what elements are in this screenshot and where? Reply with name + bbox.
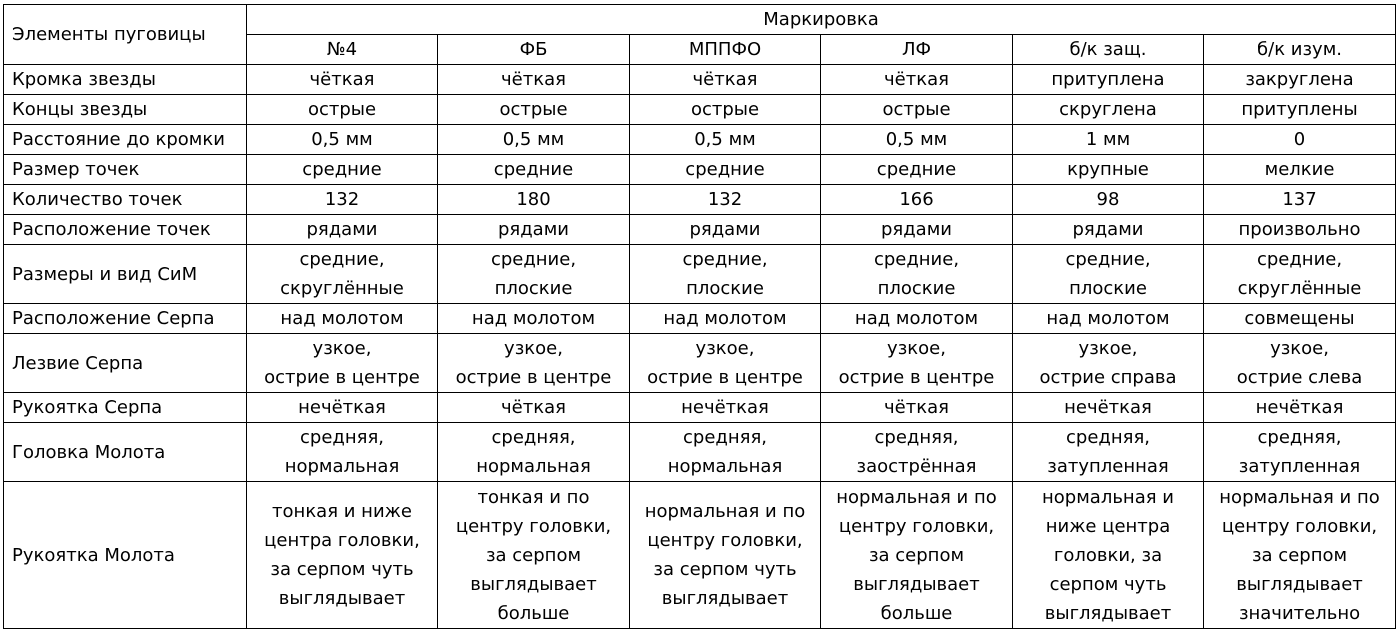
cell-line: выглядывает <box>470 573 597 595</box>
table-cell <box>247 245 438 304</box>
table-row <box>4 245 1396 304</box>
table-row <box>4 65 1396 95</box>
row-label: Головка Молота <box>4 423 247 482</box>
table-cell <box>630 423 821 482</box>
table-cell: 180 <box>438 185 630 215</box>
column-header: ЛФ <box>821 35 1013 65</box>
table-cell <box>630 245 821 304</box>
table-cell: острые <box>630 95 821 125</box>
row-label: Размер точек <box>4 155 247 185</box>
cell-line: острие в центре <box>838 367 995 388</box>
table-cell <box>1013 423 1204 482</box>
table-cell: средние <box>821 155 1013 185</box>
table-row <box>4 185 1396 215</box>
table-cell <box>438 334 630 393</box>
table-cell <box>821 245 1013 304</box>
cell-line: скруглённые <box>280 278 404 299</box>
cell-line: выглядывает <box>1236 573 1363 595</box>
table-cell: совмещены <box>1204 304 1396 334</box>
table-cell: рядами <box>247 215 438 245</box>
table-cell <box>1204 334 1396 393</box>
table-cell: рядами <box>821 215 1013 245</box>
table-cell <box>438 482 630 629</box>
table-cell: 0,5 мм <box>438 125 630 155</box>
table-cell: чёткая <box>438 393 630 423</box>
cell-line: центру головки, <box>647 530 803 551</box>
table-cell: 0 <box>1204 125 1396 155</box>
table-cell: 166 <box>821 185 1013 215</box>
cell-line: узкое, <box>887 338 946 359</box>
table-cell <box>247 334 438 393</box>
cell-line: нормальная и по <box>836 486 997 508</box>
table-cell: над молотом <box>1013 304 1204 334</box>
table-body <box>4 65 1396 629</box>
cell-line: центра головки, <box>264 530 420 551</box>
column-header: МППФО <box>630 35 821 65</box>
cell-line: центру головки, <box>838 515 995 537</box>
table-cell <box>438 245 630 304</box>
cell-line: за серпом чуть <box>653 559 797 580</box>
row-label: Расстояние до кромки <box>4 125 247 155</box>
table-row <box>4 125 1396 155</box>
table-cell <box>1204 482 1396 629</box>
table-cell: чёткая <box>438 65 630 95</box>
table-cell: закруглена <box>1204 65 1396 95</box>
table-cell: чёткая <box>247 65 438 95</box>
table-cell: над молотом <box>247 304 438 334</box>
table-row <box>4 334 1396 393</box>
table-cell <box>1204 423 1396 482</box>
cell-line: за серпом <box>1251 544 1348 566</box>
column-header: б/к изум. <box>1204 35 1396 65</box>
table-cell: чёткая <box>821 393 1013 423</box>
table-row <box>4 215 1396 245</box>
row-label: Рукоятка Серпа <box>4 393 247 423</box>
cell-line: выглядывает <box>1044 602 1172 624</box>
cell-line: острие справа <box>1039 367 1177 388</box>
table-cell: средние <box>438 155 630 185</box>
cell-line: узкое, <box>1270 338 1329 359</box>
table-cell: над молотом <box>438 304 630 334</box>
cell-line: узкое, <box>695 338 755 359</box>
cell-line: центру головки, <box>1221 515 1378 537</box>
table-cell: нечёткая <box>1013 393 1204 423</box>
table-cell: крупные <box>1013 155 1204 185</box>
cell-line: ниже центра <box>1045 515 1171 537</box>
cell-line: нормальная <box>284 456 400 477</box>
table-cell: острые <box>821 95 1013 125</box>
table-row <box>4 393 1396 423</box>
table-cell <box>1013 482 1204 629</box>
table-cell: нечёткая <box>247 393 438 423</box>
cell-line: средняя, <box>683 427 767 448</box>
cell-line: средняя, <box>491 427 576 448</box>
table-cell: 0,5 мм <box>630 125 821 155</box>
table-cell <box>630 334 821 393</box>
cell-line: выглядывает <box>853 573 980 595</box>
table-cell: 137 <box>1204 185 1396 215</box>
row-label: Лезвие Серпа <box>4 334 247 393</box>
table-row <box>4 95 1396 125</box>
cell-line: за серпом чуть <box>270 559 414 580</box>
row-label: Расположение Серпа <box>4 304 247 334</box>
cell-line: средняя, <box>300 427 384 448</box>
cell-line: нормальная <box>476 456 591 477</box>
cell-line: значительно <box>1238 602 1361 624</box>
table-cell <box>438 423 630 482</box>
table-cell <box>247 482 438 629</box>
cell-line: острие в центре <box>647 367 803 388</box>
table-cell: нечёткая <box>1204 393 1396 423</box>
row-label: Расположение точек <box>4 215 247 245</box>
table-cell: 98 <box>1013 185 1204 215</box>
table-cell: нечёткая <box>630 393 821 423</box>
cell-line: больше <box>880 602 953 624</box>
table-cell: острые <box>438 95 630 125</box>
cell-line: плоские <box>1069 278 1147 299</box>
row-label: Размеры и вид СиМ <box>4 245 247 304</box>
row-label: Концы звезды <box>4 95 247 125</box>
elements-header: Элементы пуговицы <box>4 5 247 65</box>
cell-line: выглядывает <box>278 588 406 609</box>
cell-line: узкое, <box>312 338 372 359</box>
cell-line: средние, <box>299 249 385 270</box>
cell-line: средние, <box>1065 249 1151 270</box>
row-label: Рукоятка Молота <box>4 482 247 629</box>
table-cell: 1 мм <box>1013 125 1204 155</box>
table-cell: рядами <box>1013 215 1204 245</box>
table-cell: 0,5 мм <box>247 125 438 155</box>
table-cell: 132 <box>630 185 821 215</box>
cell-line: головки, за <box>1053 544 1163 566</box>
table-cell: притуплена <box>1013 65 1204 95</box>
column-header: б/к защ. <box>1013 35 1204 65</box>
cell-line: острие в центре <box>264 367 420 388</box>
marking-group-header: Маркировка <box>247 5 1396 35</box>
table-cell <box>630 482 821 629</box>
cell-line: тонкая и ниже <box>272 501 412 522</box>
table-row <box>4 482 1396 629</box>
cell-line: центру головки, <box>455 515 612 537</box>
table-row <box>4 423 1396 482</box>
row-label: Количество точек <box>4 185 247 215</box>
cell-line: плоские <box>877 278 956 299</box>
table-cell: притуплены <box>1204 95 1396 125</box>
table-cell <box>1204 245 1396 304</box>
row-label: Кромка звезды <box>4 65 247 95</box>
cell-line: нормальная и по <box>1219 486 1380 508</box>
table-cell <box>821 334 1013 393</box>
table-cell: острые <box>247 95 438 125</box>
table-cell: мелкие <box>1204 155 1396 185</box>
cell-line: плоские <box>494 278 573 299</box>
table-cell: средние <box>630 155 821 185</box>
cell-line: плоские <box>686 278 764 299</box>
cell-line: средняя, <box>1257 427 1342 448</box>
cell-line: тонкая и по <box>477 486 590 508</box>
table-cell: чёткая <box>821 65 1013 95</box>
column-header: №4 <box>247 35 438 65</box>
cell-line: нормальная <box>667 456 783 477</box>
table-cell: над молотом <box>630 304 821 334</box>
cell-line: средние, <box>490 249 577 270</box>
cell-line: средняя, <box>1066 427 1150 448</box>
table-cell: чёткая <box>630 65 821 95</box>
cell-line: затупленная <box>1238 456 1361 477</box>
cell-line: скруглённые <box>1237 278 1362 299</box>
table-cell: рядами <box>438 215 630 245</box>
table-cell <box>247 423 438 482</box>
cell-line: средние, <box>682 249 768 270</box>
column-header: ФБ <box>438 35 630 65</box>
table-row <box>4 304 1396 334</box>
table-cell: рядами <box>630 215 821 245</box>
cell-line: острие в центре <box>455 367 612 388</box>
table-cell <box>1013 245 1204 304</box>
cell-line: за серпом <box>868 544 965 566</box>
button-markings-table <box>3 4 1396 629</box>
cell-line: больше <box>497 602 570 624</box>
table-cell <box>821 482 1013 629</box>
cell-line: узкое, <box>1078 338 1138 359</box>
cell-line: средняя, <box>874 427 959 448</box>
cell-line: выглядывает <box>661 588 789 609</box>
cell-line: за серпом <box>485 544 582 566</box>
cell-line: серпом чуть <box>1049 573 1167 595</box>
table-cell <box>1013 334 1204 393</box>
cell-line: нормальная и <box>1042 486 1174 508</box>
table-cell <box>821 423 1013 482</box>
table-cell: 132 <box>247 185 438 215</box>
cell-line: узкое, <box>504 338 563 359</box>
cell-line: нормальная и по <box>644 501 806 522</box>
table-cell: произвольно <box>1204 215 1396 245</box>
table-cell: 0,5 мм <box>821 125 1013 155</box>
header-row-group <box>4 5 1396 35</box>
table-cell: средние <box>247 155 438 185</box>
table-row <box>4 155 1396 185</box>
table-cell: скруглена <box>1013 95 1204 125</box>
cell-line: средние, <box>1256 249 1343 270</box>
cell-line: затупленная <box>1047 456 1169 477</box>
table-cell: над молотом <box>821 304 1013 334</box>
cell-line: средние, <box>873 249 960 270</box>
cell-line: острие слева <box>1236 367 1363 388</box>
cell-line: заострённая <box>856 456 977 477</box>
